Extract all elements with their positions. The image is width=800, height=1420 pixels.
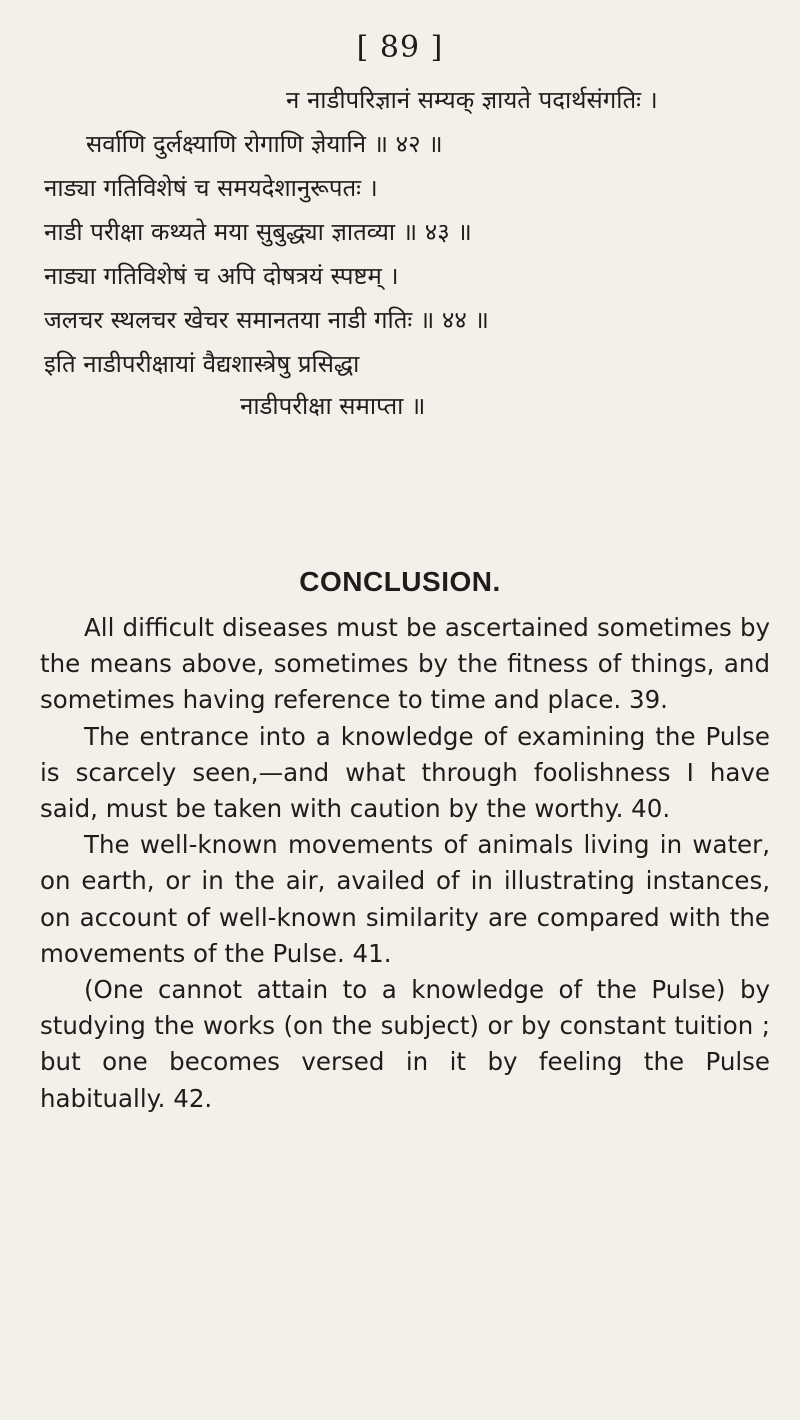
sanskrit-line: इति नाडीपरीक्षायां वैद्यशास्त्रेषु प्रसिद्धा xyxy=(44,350,360,378)
paragraph: All difficult diseases must be ascertained sometimes by the means above, sometimes by the fitness of things, and sometimes having reference to time and place. 39. xyxy=(40,613,770,715)
body-text xyxy=(40,610,770,1117)
page-number: [ 89 ] xyxy=(356,30,444,65)
sanskrit-line: नाडी परीक्षा कथ्यते मया सुबुद्ध्या ज्ञातव्या ॥ ४३ ॥ xyxy=(44,218,472,246)
sanskrit-line: सर्वाणि दुर्लक्ष्याणि रोगाणि ज्ञेयानि ॥ ४२ ॥ xyxy=(86,130,443,158)
paragraph: The well-known movements of animals living in water, on earth, or in the air, availed of in illustrating instances, on account of well-known similarity are compared with the movements of the Pulse. 41. xyxy=(40,830,770,968)
sanskrit-line: नाड्या गतिविशेषं च समयदेशानुरूपतः । xyxy=(44,174,378,202)
sanskrit-line: न नाडीपरिज्ञानं सम्यक् ज्ञायते पदार्थसंगतिः । xyxy=(286,86,658,114)
sanskrit-line: नाड्या गतिविशेषं च अपि दोषत्रयं स्पष्टम् । xyxy=(44,262,399,290)
paragraph: The entrance into a knowledge of examining the Pulse is scarcely seen,—and what through foolishness I have said, must be taken with caution by the worthy. 40. xyxy=(40,721,770,824)
paragraph: (One cannot attain to a knowledge of the Pulse) by studying the works (on the subject) or by constant tuition ; but one becomes versed in it by feeling the Pulse habitually. 42. xyxy=(40,975,770,1113)
sanskrit-line: जलचर स्थलचर खेचर समानतया नाडी गतिः ॥ ४४ ॥ xyxy=(44,306,489,334)
sanskrit-line: नाडीपरीक्षा समाप्ता ॥ xyxy=(240,392,426,420)
section-heading: CONCLUSION. xyxy=(299,566,501,597)
